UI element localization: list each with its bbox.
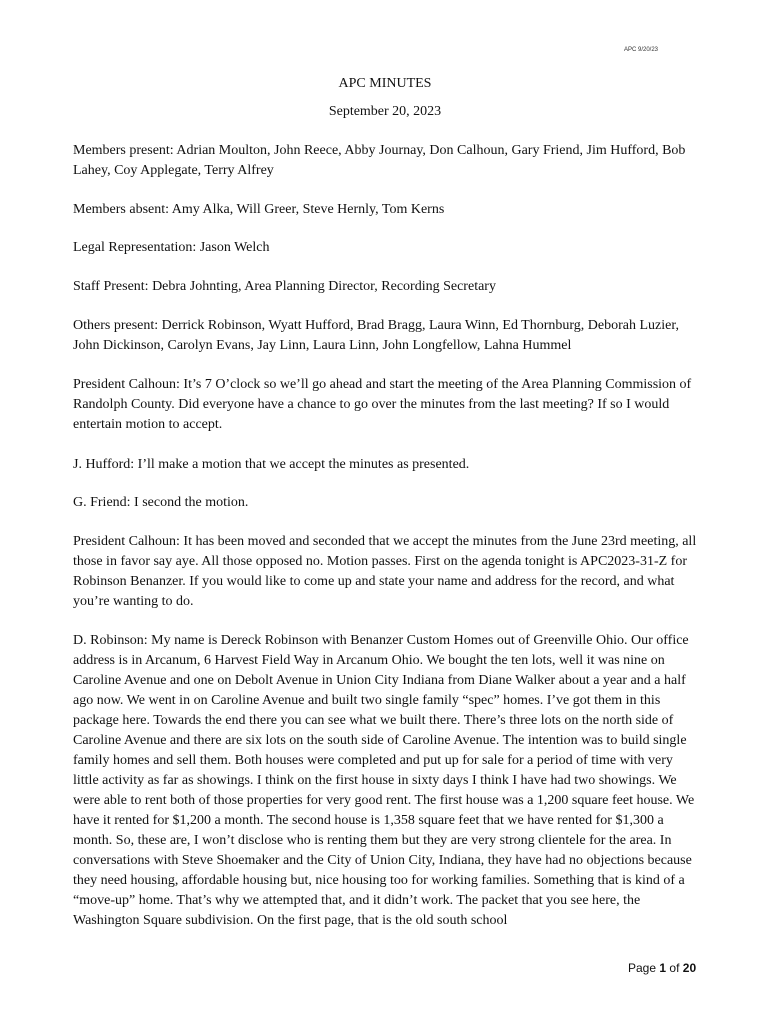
calhoun-opening: President Calhoun: It’s 7 O’clock so we’ll go ahead and start the meeting of the Area Planning Commission of Randolph County. Did everyone have a chance to go over the minutes from the last meeting? If so I would entertain motion to accept. [73,377,692,432]
robinson-statement: D. Robinson: My name is Dereck Robinson with Benanzer Custom Homes out of Greenville Ohio. Our office address is in Arcanum, 6 Harvest Field Way in Arcanum Ohio. We bought the ten lots, well it was nine on Caroline Avenue and one on Debolt Avenue in Union City Indiana from Diane Walker about a year and a half ago now. We went in on Caroline Avenue and built two single family “spec” homes. I’ve got them in this package here. Towards the end there you can see what we built there. There’s three lots on the north side of Caroline Avenue and there are six lots on the south side of Caroline Avenue. The intention was to build single family homes and sell them. Both houses were completed and put up for sale for a period of time with very little activity as far as showings. I think on the first house in sixty days I think I have had two showings. We were able to rent both of those properties for very good rent. The first house was a 1,200 square feet house. We have it rented for $1,200 a month. The second house is 1,358 square feet that we have rented for $1,300 a month. So, these are, I won’t disclose who is renting them but they are very strong clientele for the area. In conversations with Steve Shoemaker and the City of Union City, Indiana, they have had no objections because they need housing, affordable housing but, nice housing too for working families. Something that is kind of a “move-up” home. That’s why we attempted that, and it didn’t work. The packet that you see here, the Washington Square subdivision. On the first page, that is the old south school [73,633,695,928]
document-date: September 20, 2023 [328,104,442,119]
document-title: APC MINUTES [338,76,432,91]
of-word: of [669,961,680,975]
staff-present: Staff Present: Debra Johnting, Area Planning Director, Recording Secretary [73,279,496,294]
friend-second: G. Friend: I second the motion. [73,495,249,510]
members-present: Members present: Adrian Moulton, John Reece, Abby Journay, Don Calhoun, Gary Friend, Jim Hufford, Bob Lahey, Coy Applegate, Terry Alfrey [73,143,686,178]
page-number: 1 [659,961,667,975]
legal-representation: Legal Representation: Jason Welch [73,240,270,255]
hufford-motion: J. Hufford: I’ll make a motion that we accept the minutes as presented. [73,457,470,472]
header-date-tag: APC 9/20/23 [624,47,659,53]
calhoun-agenda: President Calhoun: It has been moved and seconded that we accept the minutes from the June 23rd meeting, all those in favor say aye. All those opposed no. Motion passes. First on the agenda tonight is APC2023-31-Z for Robinson Benanzer. If you would like to come up and state your name and address for the record, and what you’re wanting to do. [73,534,697,609]
page-footer [628,961,696,975]
others-present: Others present: Derrick Robinson, Wyatt Hufford, Brad Bragg, Laura Winn, Ed Thornburg, Deborah Luzier, John Dickinson, Carolyn Evans, Jay Linn, Laura Linn, John Longfellow, Lahna Hummel [73,318,679,353]
members-absent: Members absent: Amy Alka, Will Greer, Steve Hernly, Tom Kerns [73,202,445,217]
page-total: 20 [682,961,697,975]
page-word: Page [628,961,657,975]
